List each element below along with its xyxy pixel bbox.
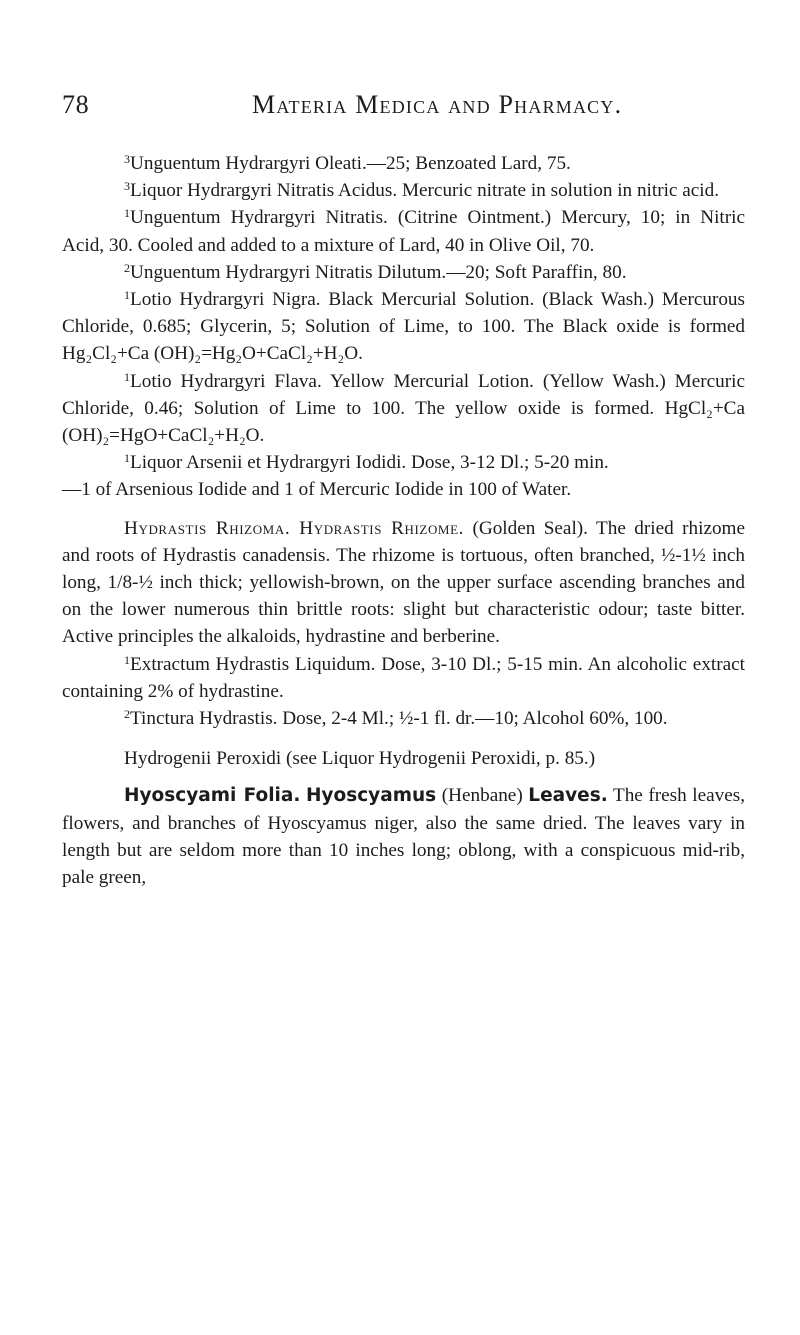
footnote-mark: 1 (124, 652, 130, 667)
entry-unguentum-hydrargyri-nitratis: $^1$Unguentum Hydrargyri Nitratis. (Citrine Ointment.) Mercury, 10; in Nitric Acid, 30. Cooled and added to a mixture of Lard, 40 in Olive Oil, 70. (62, 206, 745, 256)
running-title: Materia Medica and Pharmacy. (252, 90, 623, 119)
entry-unguentum-hydrargyri-oleati: $^3$Unguentum Hydrargyri Oleati.—25; Benzoated Lard, 75. (124, 152, 571, 174)
entry-tinctura-hydrastis: $^2$Tinctura Hydrastis. Dose, 2-4 Ml.; ½-1 fl. dr.—10; Alcohol 60%, 100. (124, 707, 668, 730)
entry-heading: Hydrastis Rhizoma. Hydrastis Rhizome. (124, 517, 465, 539)
footnote-mark: 3 (124, 179, 130, 194)
footnote-mark: 1 (124, 369, 130, 384)
entry-heading-english: Hyoscyamus (305, 785, 437, 807)
footnote-mark: 1 (124, 451, 130, 466)
footnote-mark: 1 (124, 206, 130, 221)
page-number: 78 (62, 90, 90, 119)
entry-heading: Hyoscyami Folia. (124, 785, 301, 807)
page-body (62, 150, 745, 891)
entry-hydrastis-rhizoma: Hydrastis Rhizoma. Hydrastis Rhizome. (Golden Seal). The dried rhizome and roots of Hydrastis canadensis. The rhizome is tortuous, often branched, ½-1½ inch long, 1/8-½ inch thick; yellowish-brown, on the upper surface ascending branches and on the lower numerous thin brittle roots: slight but characteristic odour; taste bitter. Active principles the alkaloids, hydrastine and berberine. (62, 517, 745, 648)
footnote-mark: 2 (124, 707, 130, 722)
entry-liquor-arsenii-hydrargyri: $^1$Liquor Arsenii et Hydrargyri Iodidi. Dose, 3-12 Dl.; 5-20 min. (124, 451, 609, 474)
entry-unguentum-nitratis-dilutum: $^2$Unguentum Hydrargyri Nitratis Dilutum.—20; Soft Paraffin, 80. (124, 260, 627, 283)
entry-arsenious-iodide-note: —1 of Arsenious Iodide and 1 of Mercuric Iodide in 100 of Water. (62, 479, 572, 501)
chemical-equation: HgCl₂+Ca (OH)₂=HgO+CaCl₂+H₂O. (62, 397, 745, 447)
entry-hydrogenii-peroxidi: Hydrogenii Peroxidi (see Liquor Hydrogenii Peroxidi, p. 85.) (124, 748, 596, 770)
entry-heading-leaves: Leaves. (528, 785, 608, 807)
footnote-mark: 3 (124, 152, 130, 166)
entry-hyoscyami-folia: Hyoscyami Folia. Hyoscyamus (Henbane) Leaves. The fresh leaves, flowers, and branches of Hyoscyamus niger, also the same dried. The leaves vary in length but are seldom more than 10 inches long; oblong, with a conspicuous mid-rib, pale green, (62, 785, 746, 889)
footnote-mark: 2 (124, 260, 130, 275)
entry-lotio-hydrargyri-flava: $^1$Lotio Hydrargyri Flava. Yellow Mercurial Lotion. (Yellow Wash.) Mercuric Chloride, 0.46; Solution of Lime to 100. The yellow oxide is formed. HgCl₂+Ca (OH)₂=HgO+CaCl₂+H₂O. (62, 369, 745, 447)
entry-liquor-hydrargyri-nitratis: $^3$Liquor Hydrargyri Nitratis Acidus. Mercuric nitrate in solution in nitric acid. (124, 179, 719, 202)
entry-extractum-hydrastis: $^1$Extractum Hydrastis Liquidum. Dose, 3-10 Dl.; 5-15 min. An alcoholic extract containing 2% of hydrastine. (62, 652, 745, 702)
chemical-equation: Hg₂Cl₂+Ca (OH)₂=Hg₂O+CaCl₂+H₂O. (62, 343, 363, 365)
footnote-mark: 1 (124, 288, 130, 303)
entry-lotio-hydrargyri-nigra: $^1$Lotio Hydrargyri Nigra. Black Mercurial Solution. (Black Wash.) Mercurous Chloride, 0.685; Glycerin, 5; Solution of Lime, to 100. The Black oxide is formed Hg₂Cl₂+Ca (OH)₂=Hg₂O+CaCl₂+H₂O. (62, 288, 745, 365)
